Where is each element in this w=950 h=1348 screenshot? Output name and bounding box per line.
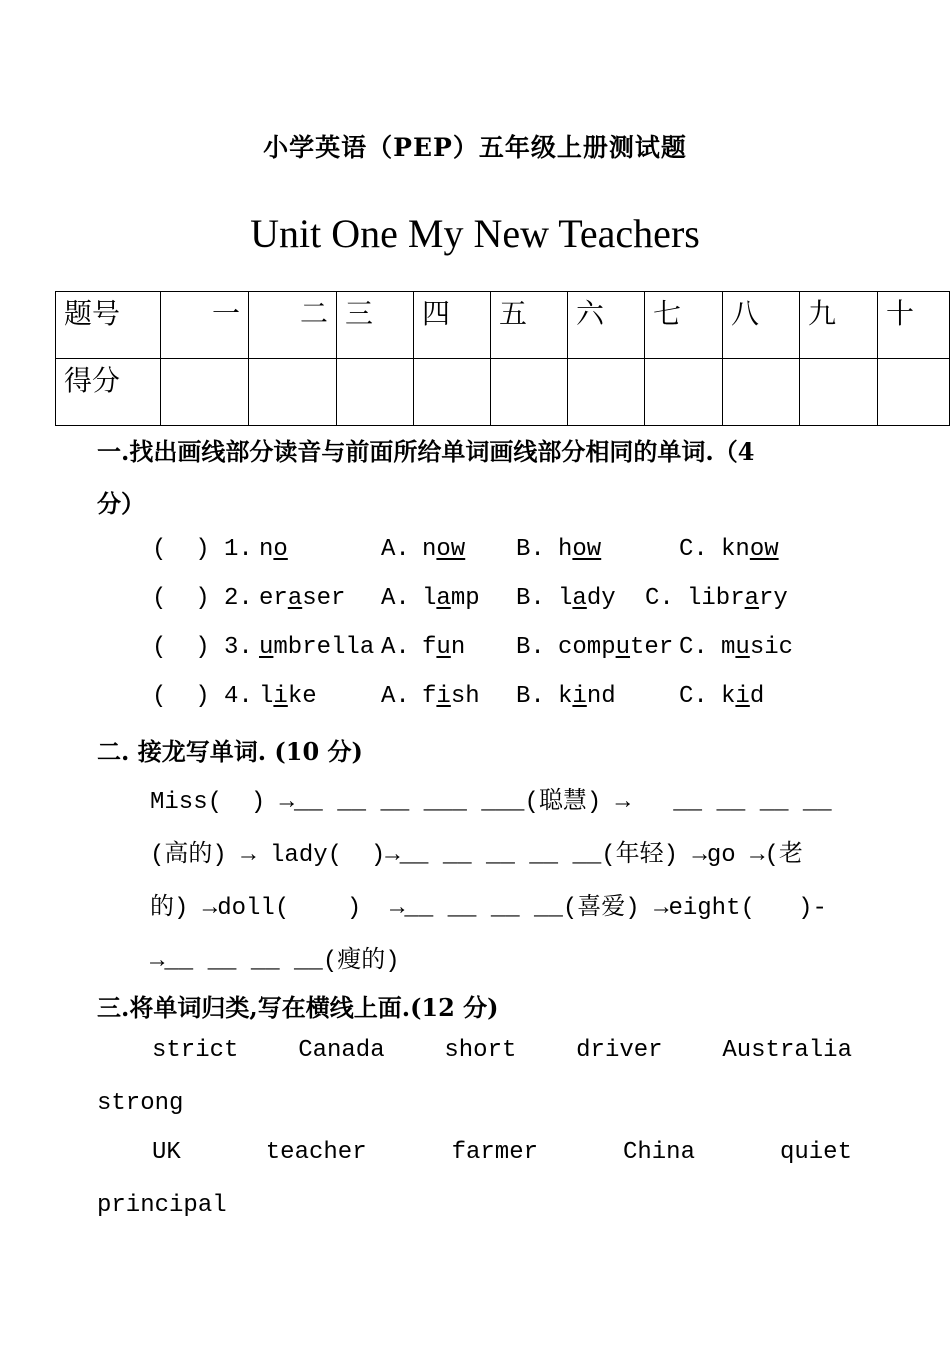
- question-word: eraser: [259, 585, 346, 612]
- option-b-word: how: [558, 536, 602, 563]
- option-c-word: music: [721, 634, 794, 661]
- header-cell: 四: [414, 292, 491, 359]
- option-a-label: A.: [381, 683, 410, 710]
- header-cell: 九: [800, 292, 878, 359]
- word-bank-item: China: [622, 1139, 695, 1166]
- section3-heading: 三.将单词归类,写在横线上面.(12 分): [97, 993, 499, 1022]
- score-cell[interactable]: [161, 359, 249, 426]
- option-c-label: C.: [679, 683, 708, 710]
- word-chain-line: Miss( ) →__ __ __ ___ ___(聪慧) → __ __ __ __: [150, 789, 832, 816]
- word-chain-line: (高的) → lady( )→__ __ __ __ __(年轻) →go →(老: [150, 842, 803, 869]
- word-bank-item: strict: [152, 1037, 239, 1064]
- option-b-word: computer: [558, 634, 674, 661]
- section1-heading: 一.找出画线部分读音与前面所给单词画线部分相同的单词.（4: [97, 437, 755, 466]
- question-word: umbrella: [259, 634, 375, 661]
- header-cell: 七: [645, 292, 723, 359]
- option-b-label: B.: [516, 683, 545, 710]
- section2-heading: 二. 接龙写单词. (10 分): [97, 737, 363, 766]
- option-a-label: A.: [381, 585, 410, 612]
- option-c-label: C.: [679, 536, 708, 563]
- word-bank-item: quiet: [779, 1139, 852, 1166]
- header-cell: 六: [568, 292, 645, 359]
- score-cell[interactable]: [723, 359, 800, 426]
- score-table-score-row: [56, 359, 950, 426]
- question-word: no: [259, 536, 288, 563]
- answer-paren[interactable]: ( ) 3.: [152, 634, 253, 661]
- option-b-label: B.: [516, 536, 545, 563]
- score-cell[interactable]: [337, 359, 414, 426]
- word-bank-item: farmer: [451, 1139, 538, 1166]
- header-cell: 五: [491, 292, 568, 359]
- word-bank-item: principal: [97, 1192, 227, 1219]
- answer-paren[interactable]: ( ) 4.: [152, 683, 253, 710]
- score-cell[interactable]: [645, 359, 723, 426]
- option-b-label: B.: [516, 634, 545, 661]
- answer-paren[interactable]: ( ) 2.: [152, 585, 253, 612]
- option-c-word: kid: [721, 683, 765, 710]
- option-a-word: now: [422, 536, 466, 563]
- option-c-label: C.: [679, 634, 708, 661]
- word-bank-item: driver: [576, 1037, 663, 1064]
- score-row-label: 得分: [56, 359, 161, 426]
- word-bank-item: short: [444, 1037, 517, 1064]
- option-a-label: A.: [381, 536, 410, 563]
- word-bank-item: teacher: [265, 1139, 367, 1166]
- option-a-label: A.: [381, 634, 410, 661]
- word-bank-row: [152, 1139, 852, 1166]
- word-bank-row: [152, 1037, 852, 1064]
- question-word: like: [259, 683, 317, 710]
- option-a-word: fun: [422, 634, 466, 661]
- worksheet-title: 小学英语（PEP）五年级上册测试题: [263, 133, 687, 162]
- score-cell[interactable]: [878, 359, 950, 426]
- word-bank-item: strong: [97, 1090, 184, 1117]
- option-a-word: lamp: [422, 585, 480, 612]
- score-cell[interactable]: [414, 359, 491, 426]
- answer-paren[interactable]: ( ) 1.: [152, 536, 253, 563]
- header-cell: 题号: [56, 292, 161, 359]
- score-table: [55, 291, 950, 426]
- option-c-label: C.: [645, 585, 674, 612]
- header-cell: 十: [878, 292, 950, 359]
- header-cell: 八: [723, 292, 800, 359]
- header-cell: 三: [337, 292, 414, 359]
- header-cell: 二: [249, 292, 337, 359]
- score-cell[interactable]: [568, 359, 645, 426]
- option-b-word: kind: [558, 683, 616, 710]
- word-bank-item: UK: [152, 1139, 181, 1166]
- option-a-word: fish: [422, 683, 480, 710]
- word-bank-item: Australia: [722, 1037, 852, 1064]
- score-table-header-row: [56, 292, 950, 359]
- option-b-word: lady: [558, 585, 616, 612]
- word-chain-line: 的) →doll( ) →__ __ __ __(喜爱) →eight( )-: [150, 895, 827, 922]
- header-cell: 一: [161, 292, 249, 359]
- score-cell[interactable]: [800, 359, 878, 426]
- unit-title: Unit One My New Teachers: [250, 211, 700, 256]
- word-chain-line: →__ __ __ __(瘦的): [150, 948, 400, 975]
- option-c-word: know: [721, 536, 779, 563]
- option-c-word: library: [687, 585, 788, 612]
- score-cell[interactable]: [249, 359, 337, 426]
- option-b-label: B.: [516, 585, 545, 612]
- score-cell[interactable]: [491, 359, 568, 426]
- word-bank-item: Canada: [298, 1037, 385, 1064]
- section1-heading-cont: 分）: [97, 489, 145, 518]
